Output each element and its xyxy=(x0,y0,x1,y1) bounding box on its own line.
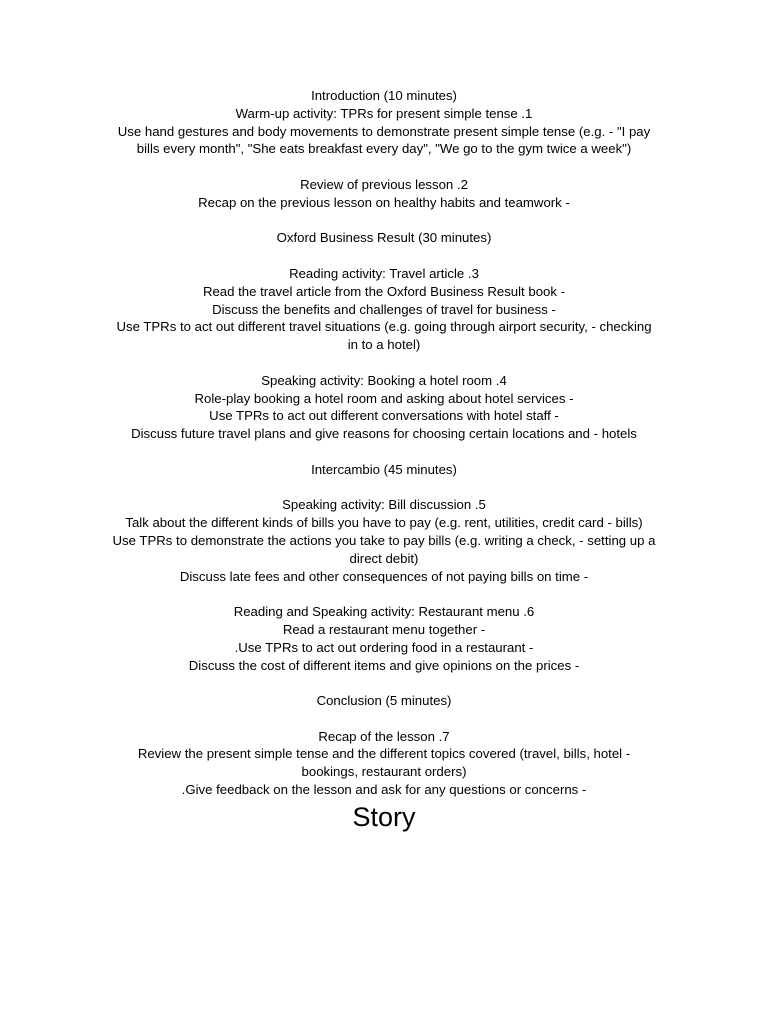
section-7-line: Review the present simple tense and the different topics covered (travel, bills, hotel - bookings, restaurant orders) xyxy=(137,746,631,780)
section-5-line: Discuss late fees and other consequences of not paying bills on time - xyxy=(179,568,589,584)
section-3-title: Reading activity: Travel article .3 xyxy=(289,265,479,281)
section-5-line: Talk about the different kinds of bills you have to pay (e.g. rent, utilities, credit card - bills) xyxy=(125,515,643,531)
section-4-line: Use TPRs to act out different conversations with hotel staff - xyxy=(209,408,559,424)
intercambio-heading: Intercambio (45 minutes) xyxy=(311,461,457,477)
story-heading: Story xyxy=(352,801,416,832)
section-2-line: Recap on the previous lesson on healthy habits and teamwork - xyxy=(198,194,570,210)
conclusion-heading: Conclusion (5 minutes) xyxy=(316,693,452,709)
intro-heading: Introduction (10 minutes) xyxy=(311,88,457,103)
spacer xyxy=(110,585,658,603)
section-4-title: Speaking activity: Booking a hotel room .4 xyxy=(261,372,507,388)
oxford-heading: Oxford Business Result (30 minutes) xyxy=(276,230,492,246)
spacer xyxy=(110,710,658,728)
spacer xyxy=(110,247,658,265)
spacer xyxy=(110,158,658,176)
section-3-line: Read the travel article from the Oxford Business Result book - xyxy=(202,283,566,299)
spacer xyxy=(110,443,658,461)
lesson-plan-text xyxy=(110,87,658,835)
spacer xyxy=(110,212,658,230)
section-6-line: .Use TPRs to act out ordering food in a restaurant - xyxy=(234,639,534,655)
section-4-line: Role-play booking a hotel room and asking about hotel services - xyxy=(194,390,574,406)
section-6-title: Reading and Speaking activity: Restaurant menu .6 xyxy=(233,604,535,620)
section-2-title: Review of previous lesson .2 xyxy=(300,176,468,192)
section-6-line: Read a restaurant menu together - xyxy=(282,621,486,637)
section-4-line: Discuss future travel plans and give reasons for choosing certain locations and - hotels xyxy=(131,426,637,442)
section-3-line: Discuss the benefits and challenges of travel for business - xyxy=(212,301,556,317)
spacer xyxy=(110,479,658,497)
section-7-line: .Give feedback on the lesson and ask for any questions or concerns - xyxy=(181,782,587,798)
spacer xyxy=(110,354,658,372)
section-1-title: Warm-up activity: TPRs for present simple tense .1 xyxy=(235,105,533,121)
spacer xyxy=(110,674,658,692)
section-6-line: Discuss the cost of different items and give opinions on the prices - xyxy=(188,657,580,673)
section-1-line: Use hand gestures and body movements to demonstrate present simple tense (e.g. - "I pay bills every month", "She eats breakfast every day", "We go to the gym twice a week") xyxy=(117,123,651,157)
section-5-line: Use TPRs to demonstrate the actions you take to pay bills (e.g. writing a check, - setting up a direct debit) xyxy=(112,532,656,566)
section-5-title: Speaking activity: Bill discussion .5 xyxy=(282,497,486,513)
section-3-line: Use TPRs to act out different travel situations (e.g. going through airport security, - checking in to a hotel) xyxy=(116,319,652,353)
section-7-title: Recap of the lesson .7 xyxy=(318,728,450,744)
